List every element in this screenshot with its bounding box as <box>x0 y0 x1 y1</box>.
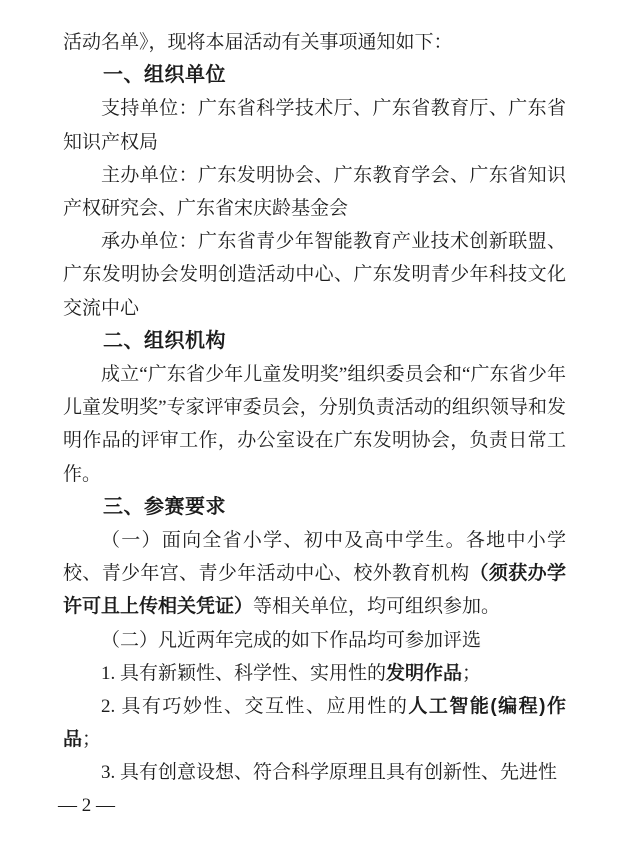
text-segment: ； <box>462 662 482 684</box>
bold-emphasis: 二、组织机构 <box>103 329 226 352</box>
paragraph <box>63 524 566 624</box>
text-segment: 2. 具有巧妙性、交互性、应用性的 <box>101 696 409 718</box>
text-segment: 等相关单位，均可组织参加。 <box>253 596 501 618</box>
text-segment: 3. 具有创意设想、符合科学原理且具有创新性、先进性 <box>101 762 558 784</box>
paragraph <box>63 690 566 756</box>
text-segment: ； <box>82 729 102 751</box>
paragraph <box>63 225 566 325</box>
paragraph <box>63 159 566 225</box>
text-segment: （一）面向全省小学、初中及高中学生。各地中小学校、青少年宫、青少年活动中心、校外教育机构 <box>63 530 566 585</box>
bold-emphasis: 人工智能(编程)作品 <box>63 696 566 751</box>
section-heading <box>63 491 566 524</box>
bold-emphasis: 一、组织单位 <box>103 64 226 87</box>
bold-emphasis: 三、参赛要求 <box>103 495 226 518</box>
paragraph <box>63 92 566 158</box>
bold-emphasis: 发明作品 <box>386 662 463 684</box>
text-segment: 承办单位：广东省青少年智能教育产业技术创新联盟、广东发明协会发明创造活动中心、广东发明青少年科技文化交流中心 <box>63 231 566 319</box>
paragraph <box>63 657 566 690</box>
paragraph <box>63 358 566 491</box>
section-heading <box>63 59 566 92</box>
paragraph <box>63 624 566 657</box>
page-number: — 2 — <box>58 795 115 816</box>
text-segment: （二）凡近两年完成的如下作品均可参加评选 <box>101 629 482 651</box>
text-segment: 支持单位：广东省科学技术厅、广东省教育厅、广东省知识产权局 <box>63 98 566 153</box>
paragraph <box>63 26 566 59</box>
document-body <box>63 26 566 790</box>
section-heading <box>63 325 566 358</box>
text-segment: 活动名单》，现将本届活动有关事项通知如下： <box>63 32 453 53</box>
text-segment: 成立“广东省少年儿童发明奖”组织委员会和“广东省少年儿童发明奖”专家评审委员会，分别负责活动的组织领导和发明作品的评审工作，办公室设在广东发明协会，负责日常工作。 <box>63 364 566 485</box>
bold-emphasis: （须获办学许可且上传相关凭证） <box>63 563 566 618</box>
paragraph <box>63 756 566 789</box>
text-segment: 主办单位：广东发明协会、广东教育学会、广东省知识产权研究会、广东省宋庆龄基金会 <box>63 164 566 220</box>
text-segment: 1. 具有新颖性、科学性、实用性的 <box>101 662 387 684</box>
